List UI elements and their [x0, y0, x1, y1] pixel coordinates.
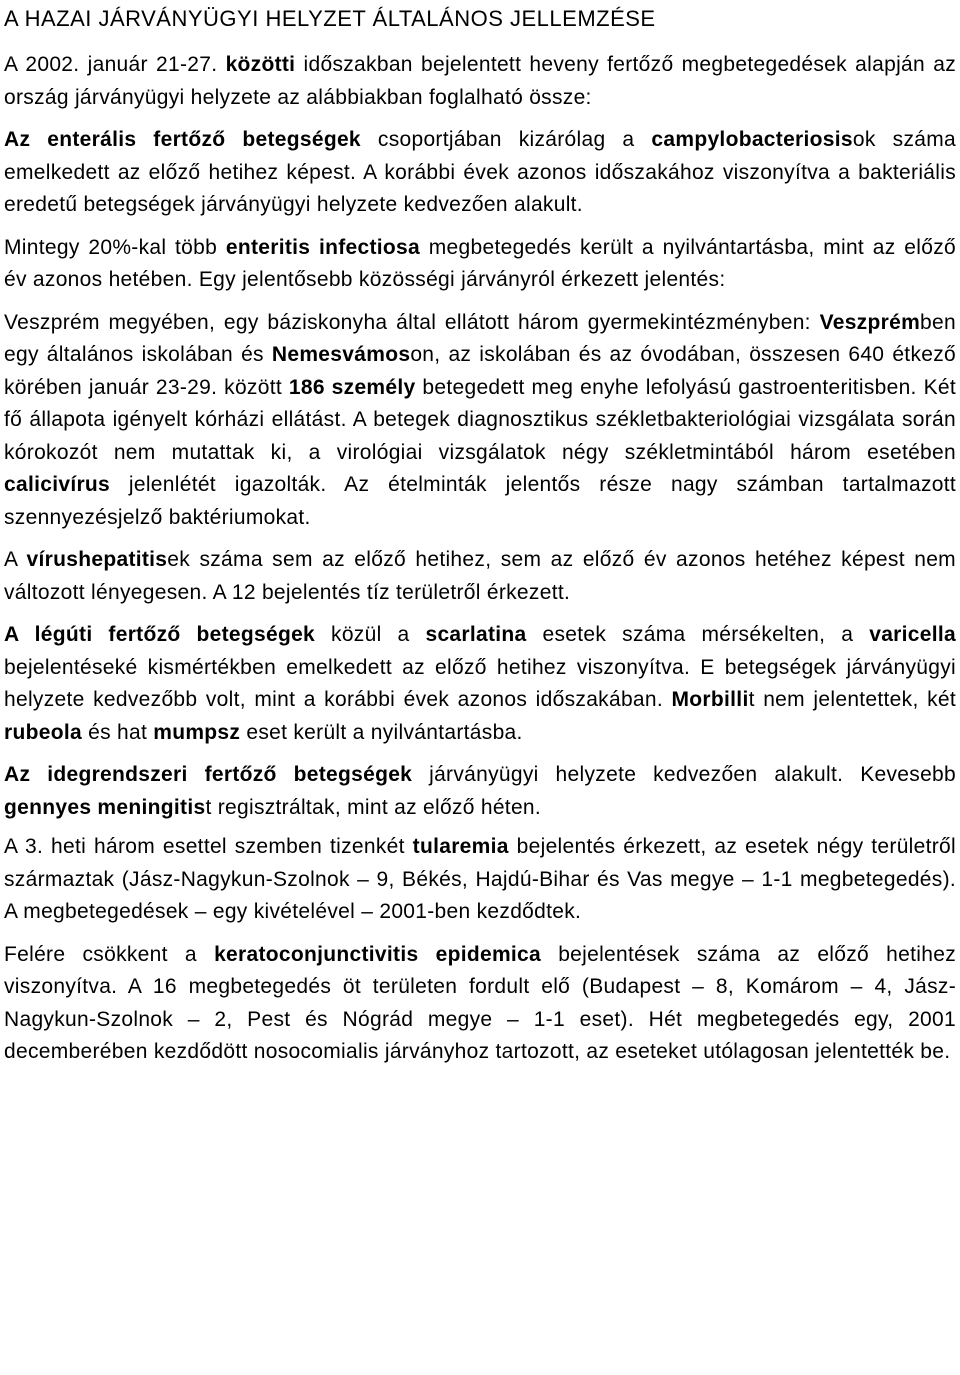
bold-term: 186 személy: [288, 375, 416, 399]
bold-term: Veszprém: [819, 310, 921, 334]
text-run: közül a: [315, 623, 426, 646]
bold-term: vírushepatitis: [26, 548, 168, 571]
text-run: betegedett meg enyhe lefolyású gastroenteritisben. Két fő állapota igényelt kórházi ellátást. A betegek diagnosztikus székletbakteriológiai vizsgálata során kórokozót nem mutattak ki, a virológiai vizsgálatok négy székletmintából három esetében: [4, 375, 956, 464]
text-run: bejelentés érkezett, az esetek négy területről származtak (Jász-Nagykun-Szolnok – 9, Békés, Hajdú-Bihar és Vas megye – 1-1 megbetegedés). A megbetegedések – egy kivételével – 2001-ben kezdődtek.: [4, 835, 956, 923]
paragraph: [4, 831, 956, 929]
text-run: Veszprém megyében, egy báziskonyha által ellátott három gyermekintézményben:: [4, 310, 820, 334]
bold-term: közötti: [225, 53, 296, 76]
text-run: A 3. heti három esettel szemben tizenkét: [4, 835, 413, 858]
text-run: időszakban bejelentett heveny fertőző megbetegedések alapján az ország járványügyi helyzete az alábbiakban foglalható össze:: [4, 53, 956, 109]
text-run: ben egy általános iskolában és: [4, 310, 956, 366]
bold-term: varicella: [869, 623, 956, 646]
text-run: járványügyi helyzete kedvezően alakult. Kevesebb: [412, 763, 957, 786]
text-run: bejelentések száma az előző hetihez viszonyítva. A 16 megbetegedés öt területen fordult elő (Budapest – 8, Komárom – 4, Jász-Nagykun-Szolnok – 2, Pest és Nógrád megye – 1-1 eset). Hét megbetegedés egy, 2001 decemberében kezdődött nosocomialis járványhoz tartozott, az eseteket utólagosan jelentették be.: [4, 942, 957, 1063]
bold-term: gennyes meningitis: [4, 795, 206, 819]
text-run: ek száma sem az előző hetihez, sem az előző év azonos hetéhez képest nem változott lényegesen. A 12 bejelentés tíz területről érkezett.: [4, 548, 956, 604]
bold-term: Az idegrendszeri fertőző betegségek: [4, 763, 413, 786]
text-run: Felére csökkent a: [4, 942, 215, 966]
bold-term: enteritis infectiosa: [225, 235, 421, 259]
text-run: megbetegedés került a nyilvántartásba, mint az előző év azonos hetében. Egy jelentősebb közösségi járványról érkezett jelentés:: [4, 235, 957, 291]
bold-term: Morbilli: [671, 688, 749, 711]
text-run: csoportjában kizárólag a: [360, 128, 652, 151]
bold-term: campylobacteriosis: [651, 128, 853, 151]
text-run: t nem jelentettek, két: [748, 688, 956, 711]
text-run: t regisztráltak, mint az előző héten.: [205, 795, 542, 819]
bold-term: A légúti fertőző betegségek: [4, 623, 316, 646]
bold-term: calicivírus: [4, 473, 111, 496]
paragraph: [4, 759, 956, 824]
text-run: Mintegy 20%-kal több: [4, 235, 226, 259]
bold-term: keratoconjunctivitis epidemica: [214, 942, 542, 966]
paragraph: [4, 49, 956, 114]
bold-term: tularemia: [412, 835, 509, 858]
text-run: eset került a nyilvántartásba.: [240, 720, 523, 744]
paragraph: [4, 232, 956, 297]
bold-term: rubeola: [4, 720, 82, 744]
paragraph: [4, 619, 956, 749]
text-run: bejelentéseké kismértékben emelkedett az előző hetihez viszonyítva. E betegségek járványügyi helyzete kedvezőbb volt, mint a korábbi évek azonos időszakában.: [4, 655, 956, 711]
text-run: A 2002. január 21-27.: [4, 53, 226, 76]
text-run: jelenlétét igazolták. Az ételminták jelentős része nagy számban tartalmazott szennyezésjelző baktériumokat.: [4, 473, 956, 529]
bold-term: Az enterális fertőző betegségek: [4, 128, 361, 151]
text-run: esetek száma mérsékelten, a: [526, 623, 870, 646]
bold-term: Nemesvámos: [271, 343, 411, 366]
document-title: A HAZAI JÁRVÁNYÜGYI HELYZET ÁLTALÁNOS JELLEMZÉSE: [4, 6, 656, 31]
paragraph: [4, 124, 956, 222]
text-run: A: [4, 548, 27, 571]
paragraph: [4, 939, 956, 1069]
paragraph: [4, 544, 956, 609]
bold-term: scarlatina: [425, 623, 527, 646]
text-run: és hat: [81, 720, 154, 744]
paragraph: [4, 307, 956, 535]
bold-term: mumpsz: [153, 720, 241, 744]
text-run: on, az iskolában és az óvodában, összesen 640 étkező körében január 23-29. között: [4, 343, 957, 399]
document-body: [4, 49, 956, 1069]
text-run: ok száma emelkedett az előző hetihez képest. A korábbi évek azonos időszakához viszonyítva a bakteriális eredetű betegségek járványügyi helyzete kedvezően alakult.: [4, 128, 956, 216]
